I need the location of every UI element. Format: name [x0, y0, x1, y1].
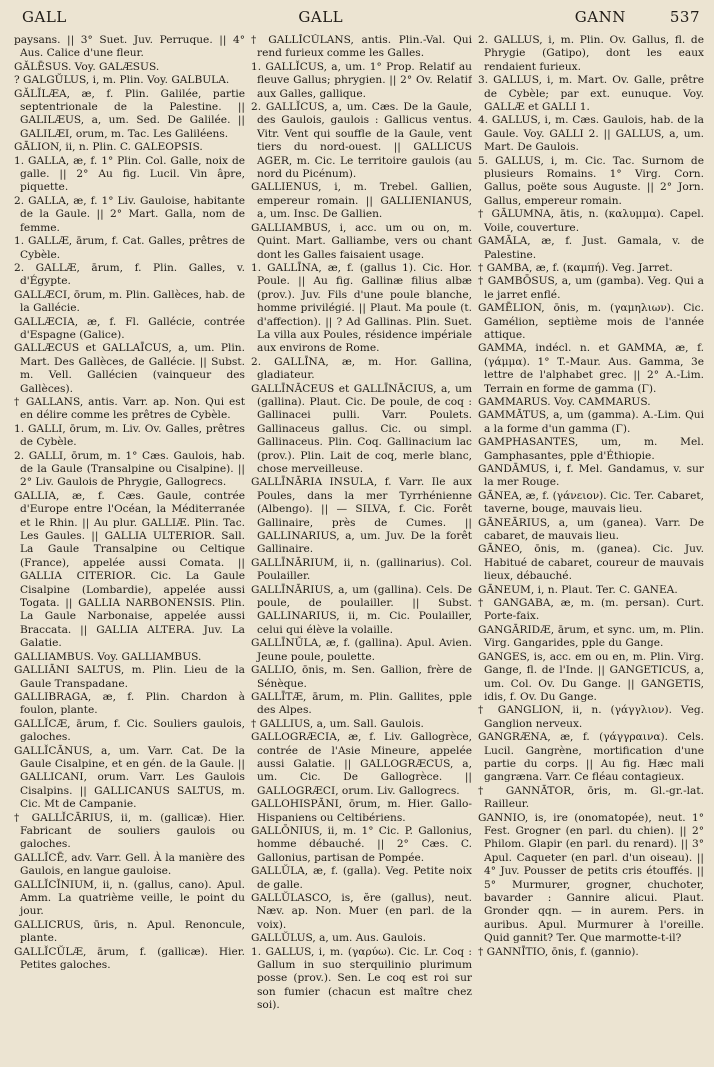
running-header	[22, 8, 700, 30]
dictionary-entry: GALLĪTÆ, ārum, m. Plin. Gallites, pple des Alpes.	[251, 690, 472, 717]
dictionary-entry: GALLĪNĀCEUS et GALLĪNĀCIUS, a, um (gallina). Plaut. Cic. De poule, de coq : Gallinacei pulli. Varr. Poulets. Gallinaceus gallus. Cic. ou simpl. Gallinaceus. Plin. Coq. Gallinacium lac (prov.). Plin. Lait de coq, merle blanc, chose merveilleuse.	[251, 382, 472, 475]
dictionary-entry: GAMMA, indécl. n. et GAMMA, æ, f. (γάμμα). 1° T.-Maur. Aus. Gamma, 3e lettre de l'alphabet grec. || 2° A.-Lim. Terrain en forme de gamma (Γ).	[478, 342, 704, 395]
dictionary-entry: GALLŌNIUS, ii, m. 1° Cic. P. Gallonius, homme débauché. || 2° Cæs. C. Gallonius, partisan de Pompée.	[251, 824, 472, 864]
dictionary-entry: 1. GALLĪNA, æ, f. (gallus 1). Cic. Hor. Poule. || Au fig. Gallinæ filius albæ (prov.). Juv. Fils d'une poule blanche, homme privilégié. || Plaut. Ma poule (t. d'affection). || ? Ad Gallinas. Plin. Suet. La villa aux Poules, résidence impériale aux environs de Rome.	[251, 261, 472, 355]
dictionary-entry: † GANNĪTIO, ōnis, f. (gannio).	[478, 945, 639, 958]
dictionary-entry: GALLĬCÆ, ārum, f. Cic. Souliers gaulois, galoches.	[14, 717, 245, 744]
dictionary-entry: 1. GALLÆ, ārum, f. Cat. Galles, prêtres de Cybèle.	[14, 235, 245, 261]
column-1	[14, 34, 245, 1059]
dictionary-entry: GAMĒLION, ōnis, m. (γαμηλιων). Cic. Gamélion, septième mois de l'année attique.	[478, 302, 704, 341]
dictionary-entry: GALLĪNĀRIUS, a, um (gallina). Cels. De poule, de poulailler. || Subst. GALLINARIUS, ii, m. Cic. Poulailler, celui qui élève la volaille.	[251, 583, 472, 636]
dictionary-entry: GALLÆCI, ōrum, m. Plin. Gallèces, hab. de la Gallécie.	[14, 288, 245, 315]
dictionary-entry: 2. GALLĬCUS, a, um. Cæs. De la Gaule, des Gaulois, gaulois : Gallicus ventus. Vitr. Vent qui souffle de la Gaule, vent tiers du nord-ouest. || GALLICUS AGER, m. Cic. Le territoire gaulois (au nord du Picénum).	[251, 101, 472, 181]
dictionary-entry: GALLĬCĬNIUM, ii, n. (gallus, cano). Apul. Amm. La quatrième veille, le point du jour.	[14, 878, 245, 918]
dictionary-entry: GĀLION, ii, n. Plin. C. GALEOPSIS.	[14, 141, 203, 154]
dictionary-entry: GALLIAMBUS. Voy. GALLIAMBUS.	[14, 650, 202, 663]
dictionary-entry: GALLOGRÆCIA, æ, f. Liv. Gallogrèce, contrée de l'Asie Mineure, appelée aussi Galatie. || GALLOGRÆCUS, a, um. Cic. De Gallogrèce. || GALLOGRÆCI, orum. Liv. Gallogrecs.	[251, 731, 472, 797]
dictionary-entry: 3. GALLUS, i, m. Mart. Ov. Galle, prêtre de Cybèle; par ext. eunuque. Voy. GALLÆ et GALLI 1.	[478, 74, 704, 114]
dictionary-entry: GALLĪNĀRIUM, ii, n. (gallinarius). Col. Poulailler.	[251, 556, 472, 583]
dictionary-entry: ? GALGŬLUS, i, m. Plin. Voy. GALBULA.	[14, 74, 230, 87]
dictionary-entry: 1. GALLĬCUS, a, um. 1° Prop. Relatif au fleuve Gallus; phrygien. || 2° Ov. Relatif aux Galles, gallique.	[251, 60, 472, 100]
dictionary-entry: GALLĪNŬLA, æ, f. (gallina). Apul. Avien. Jeune poule, poulette.	[251, 637, 472, 663]
dictionary-entry: 2. GALLÆ, ārum, f. Plin. Galles, v. d'Égypte.	[14, 261, 245, 288]
dictionary-entry: GANGES, is, acc. em ou en, m. Plin. Virg. Gange, fl. de l'Inde. || GANGETICUS, a, um. Col. Ov. Du Gange. || GANGETIS, idis, f. Ov. Du Gange.	[478, 650, 704, 703]
dictionary-entry: GAMĀLA, æ, f. Just. Gamala, v. de Palestine.	[478, 235, 704, 261]
dictionary-entry: GALLICRUS, ūris, n. Apul. Renoncule, plante.	[14, 918, 245, 945]
dictionary-entry: 2. GALLA, æ, f. 1° Liv. Gauloise, habitante de la Gaule. || 2° Mart. Galla, nom de femme.	[14, 194, 245, 234]
dictionary-entry: † GĀLUMNA, ātis, n. (καλυμμα). Capel. Voile, couverture.	[478, 208, 704, 234]
dictionary-entry: 4. GALLUS, i, m. Cæs. Gaulois, hab. de la Gaule. Voy. GALLI 2. || GALLUS, a, um. Mart. De Gaulois.	[478, 114, 704, 154]
dictionary-entry: GĂLĬLÆA, æ, f. Plin. Galilée, partie septentrionale de la Palestine. || GALILÆUS, a, um. Sed. De Galilée. || GALILÆI, orum, m. Tac. Les Galiléens.	[14, 87, 245, 140]
header-right-word: GANN	[574, 8, 626, 26]
dictionary-entry: paysans. || 3° Suet. Juv. Perruque. || 4° Aus. Calice d'une fleur.	[14, 34, 245, 60]
dictionary-entry: 1. GALLA, æ, f. 1° Plin. Col. Galle, noix de galle. || 2° Au fig. Lucil. Vin âpre, piquette.	[14, 154, 245, 194]
dictionary-entry: GANNIO, is, ire (onomatopée), neut. 1° Fest. Grogner (en parl. du chien). || 2° Philom. Glapir (en parl. du renard). || 3° Apul. Caqueter (en parl. d'un oiseau). || 4° Juv. Pousser de petits cris étouffés. || 5° Murmurer, grogner, chuchoter, bavarder : Gannire alicui. Plaut. Gronder qqn. — in aurem. Pers. in auribus. Apul. Murmurer à l'oreille. Quid gannit? Ter. Que marmotte-t-il?	[478, 811, 704, 945]
page-number: 537	[669, 8, 700, 26]
dictionary-entry: GĀNEA, æ, f. (γάνειον). Cic. Ter. Cabaret, taverne, bouge, mauvais lieu.	[478, 489, 704, 516]
header-left-word: GALL	[22, 8, 67, 26]
dictionary-entry: † GALLIUS, a, um. Sall. Gaulois.	[251, 717, 424, 730]
dictionary-entry: GALLIBRAGA, æ, f. Plin. Chardon à foulon, plante.	[14, 690, 245, 717]
dictionary-entry: 1. GALLI, ōrum, m. Liv. Ov. Galles, prêtres de Cybèle.	[14, 422, 245, 449]
column-3	[478, 34, 704, 1059]
dictionary-entry: GALLŬLUS, a, um. Aus. Gaulois.	[251, 932, 426, 945]
dictionary-entry: GAMMARUS. Voy. CAMMARUS.	[478, 395, 651, 408]
dictionary-entry: GALLIA, æ, f. Cæs. Gaule, contrée d'Europe entre l'Océan, la Méditerranée et le Rhin. || Au plur. GALLIÆ. Plin. Tac. Les Gaules. || GALLIA ULTERIOR. Sall. La Gaule Transalpine ou Celtique (France), appelée aussi Comata. || GALLIA CITERIOR. Cic. La Gaule Cisalpine (Lombardie), appelée aussi Togata. || GALLIA NARBONENSIS. Plin. La Gaule Narbonaise, appelée aussi Braccata. || GALLIA ALTERA. Juv. La Galatie.	[14, 489, 245, 650]
dictionary-entry: † GANNĀTOR, ōris, m. Gl.-gr.-lat. Railleur.	[478, 784, 704, 811]
dictionary-entry: GALLĬCŬLÆ, ārum, f. (gallicæ). Hier. Petites galoches.	[14, 945, 245, 972]
dictionary-entry: GALLIENUS, i, m. Trebel. Gallien, empereur romain. || GALLIENIANUS, a, um. Insc. De Gallien.	[251, 181, 472, 221]
dictionary-entry: GALLIO, ōnis, m. Sen. Gallion, frère de Sénèque.	[251, 664, 472, 690]
dictionary-entry: GALLÆCUS et GALLAĪCUS, a, um. Plin. Mart. Des Gallèces, de Gallécie. || Subst. m. Vell. Gallécien (vainqueur des Gallèces).	[14, 342, 245, 395]
dictionary-entry: † GALLĬCĀRIUS, ii, m. (gallicæ). Hier. Fabricant de souliers gaulois ou galoches.	[14, 811, 245, 851]
dictionary-entry: GANGĀRIDÆ, ārum, et sync. um, m. Plin. Virg. Gangarides, pple du Gange.	[478, 623, 704, 650]
dictionary-entry: GĀNEUM, i, n. Plaut. Ter. C. GANEA.	[478, 583, 678, 596]
dictionary-entry: GALLŬLASCO, is, ĕre (gallus), neut. Næv. ap. Non. Muer (en parl. de la voix).	[251, 892, 472, 931]
dictionary-entry: 2. GALLI, ōrum, m. 1° Cæs. Gaulois, hab. de la Gaule (Transalpine ou Cisalpine). || 2° Liv. Gaulois de Phrygie, Gallogrecs.	[14, 449, 245, 489]
dictionary-entry: GALLIAMBUS, i, acc. um ou on, m. Quint. Mart. Galliambe, vers ou chant dont les Galles faisaient usage.	[251, 221, 472, 261]
dictionary-entry: † GALLANS, antis. Varr. ap. Non. Qui est en délire comme les prêtres de Cybèle.	[14, 395, 245, 422]
dictionary-entry: GĀNEĀRIUS, a, um (ganea). Varr. De cabaret, de mauvais lieu.	[478, 516, 704, 543]
header-center-word: GALL	[298, 8, 344, 26]
dictionary-entry: † GALLĬCŬLANS, antis. Plin.-Val. Qui rend furieux comme les Galles.	[251, 34, 472, 60]
dictionary-entry: GALLĬCĀNUS, a, um. Varr. Cat. De la Gaule Cisalpine, et en gén. de la Gaule. || GALLICANI, orum. Varr. Les Gaulois Cisalpins. || GALLICANUS SALTUS, m. Cic. Mt de Campanie.	[14, 744, 245, 811]
dictionary-entry: GANDĀMUS, i, f. Mel. Gandamus, v. sur la mer Rouge.	[478, 463, 704, 489]
dictionary-entry: † GANGABA, æ, m. (m. persan). Curt. Porte-faix.	[478, 597, 704, 623]
column-2	[251, 34, 472, 1059]
dictionary-entry: GALLĬCĒ, adv. Varr. Gell. À la manière des Gaulois, en langue gauloise.	[14, 851, 245, 878]
dictionary-entry: 5. GALLUS, i, m. Cic. Tac. Surnom de plusieurs Romains. 1° Virg. Corn. Gallus, poëte sous Auguste. || 2° Jorn. Gallus, empereur romain.	[478, 154, 704, 207]
dictionary-entry: GALLĪNĀRIA INSULA, f. Varr. Ile aux Poules, dans la mer Tyrrhénienne (Albengo). || — SILVA, f. Cic. Forêt Gallinaire, près de Cumes. || GALLINARIUS, a, um. Juv. De la forêt Gallinaire.	[251, 476, 472, 556]
dictionary-entry: GAMPHASANTES, um, m. Mel. Gamphasantes, pple d'Éthiopie.	[478, 436, 704, 462]
header-right	[575, 8, 700, 26]
dictionary-entry: GALLŬLA, æ, f. (galla). Veg. Petite noix de galle.	[251, 865, 472, 891]
dictionary-entry: GĀNEO, ōnis, m. (ganea). Cic. Juv. Habitué de cabaret, coureur de mauvais lieux, débauché.	[478, 543, 704, 583]
dictionary-entry: 1. GALLUS, i, m. (γαρύω). Cic. Lr. Coq : Gallum in suo sterquilinio plurimum posse (prov.). Sen. Le coq est roi sur son fumier (chacun est maître chez soi).	[251, 945, 472, 1012]
dictionary-entry: GALLIĀNI SALTUS, m. Plin. Lieu de la Gaule Transpadane.	[14, 664, 245, 690]
dictionary-entry: GĂLĒSUS. Voy. GALÆSUS.	[14, 60, 160, 73]
dictionary-entry: † GAMBA, æ, f. (καμπή). Veg. Jarret.	[478, 261, 673, 274]
dictionary-entry: 2. GALLUS, i, m. Plin. Ov. Gallus, fl. de Phrygie (Gatipo), dont les eaux rendaient furieux.	[478, 34, 704, 73]
dictionary-entry: † GAMBŌSUS, a, um (gamba). Veg. Qui a le jarret enflé.	[478, 275, 704, 301]
dictionary-entry: GAMMĀTUS, a, um (gamma). A.-Lim. Qui a la forme d'un gamma (Γ).	[478, 409, 704, 435]
dictionary-entry: 2. GALLĪNA, æ, m. Hor. Gallina, gladiateur.	[251, 355, 472, 382]
dictionary-entry: GALLÆCIA, æ, f. Fl. Gallécie, contrée d'Espagne (Galice).	[14, 315, 245, 341]
dictionary-entry: † GANGLION, ii, n. (γάγγλιον). Veg. Ganglion nerveux.	[478, 704, 704, 730]
dictionary-entry: GALLOHISPĀNI, ōrum, m. Hier. Gallo-Hispaniens ou Celtibériens.	[251, 798, 472, 824]
dictionary-entry: GANGRÆNA, æ, f. (γάγγραινα). Cels. Lucil. Gangrène, mortification d'une partie du corps. || Au fig. Hæc mali gangræna. Varr. Ce fléau contagieux.	[478, 731, 704, 784]
